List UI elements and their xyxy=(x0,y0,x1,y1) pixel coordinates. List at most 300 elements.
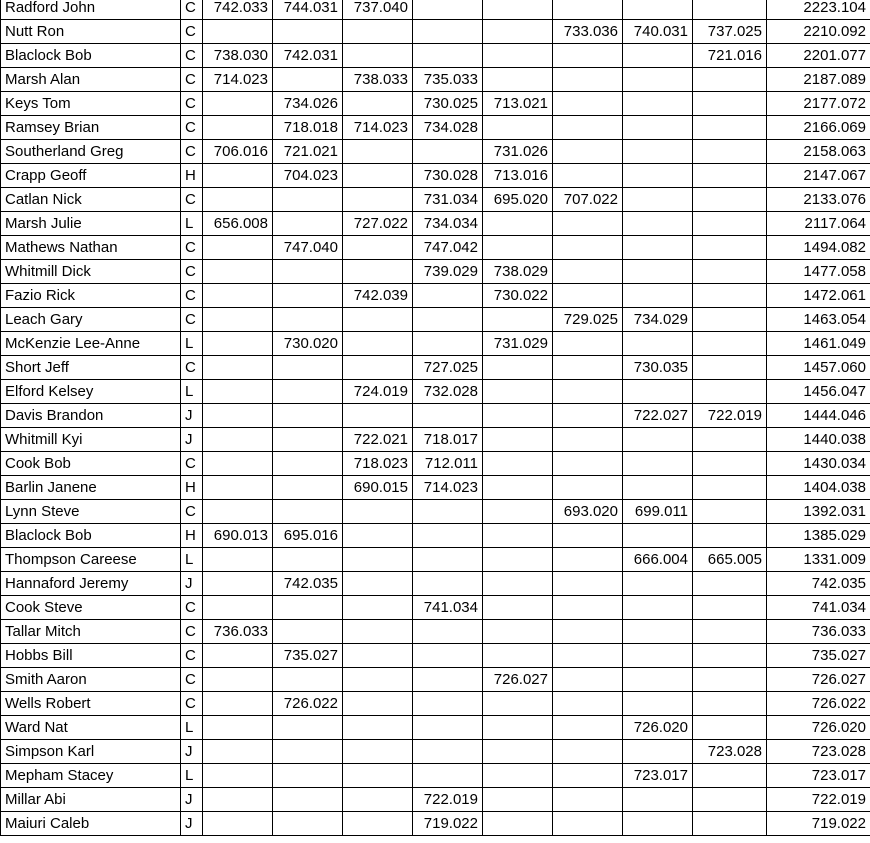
score-cell-6[interactable] xyxy=(553,68,623,92)
score-cell-7[interactable] xyxy=(623,140,693,164)
score-cell-8[interactable]: 737.025 xyxy=(693,20,767,44)
score-cell-3[interactable] xyxy=(343,404,413,428)
total-cell[interactable]: 736.033 xyxy=(767,620,870,644)
score-cell-4[interactable] xyxy=(413,740,483,764)
score-cell-3[interactable] xyxy=(343,788,413,812)
score-cell-3[interactable] xyxy=(343,812,413,836)
score-cell-3[interactable] xyxy=(343,764,413,788)
score-cell-2[interactable] xyxy=(273,788,343,812)
total-cell[interactable]: 2201.077 xyxy=(767,44,870,68)
class-cell[interactable]: H xyxy=(181,476,203,500)
score-cell-8[interactable] xyxy=(693,572,767,596)
class-cell[interactable]: J xyxy=(181,788,203,812)
score-cell-6[interactable] xyxy=(553,548,623,572)
score-cell-3[interactable] xyxy=(343,20,413,44)
score-cell-4[interactable]: 734.028 xyxy=(413,116,483,140)
score-cell-6[interactable] xyxy=(553,140,623,164)
score-cell-5[interactable]: 726.027 xyxy=(483,668,553,692)
score-cell-4[interactable] xyxy=(413,692,483,716)
score-cell-5[interactable]: 731.026 xyxy=(483,140,553,164)
score-cell-5[interactable] xyxy=(483,764,553,788)
score-cell-6[interactable] xyxy=(553,740,623,764)
score-cell-2[interactable] xyxy=(273,284,343,308)
class-cell[interactable]: L xyxy=(181,548,203,572)
class-cell[interactable]: C xyxy=(181,284,203,308)
score-cell-1[interactable] xyxy=(203,236,273,260)
score-cell-4[interactable] xyxy=(413,140,483,164)
competitor-name-cell[interactable]: Marsh Julie xyxy=(1,212,181,236)
competitor-name-cell[interactable]: Keys Tom xyxy=(1,92,181,116)
score-cell-7[interactable] xyxy=(623,68,693,92)
class-cell[interactable]: C xyxy=(181,188,203,212)
score-cell-1[interactable] xyxy=(203,644,273,668)
score-cell-6[interactable] xyxy=(553,116,623,140)
total-cell[interactable]: 2147.067 xyxy=(767,164,870,188)
score-cell-1[interactable] xyxy=(203,332,273,356)
score-cell-2[interactable] xyxy=(273,620,343,644)
score-cell-2[interactable]: 747.040 xyxy=(273,236,343,260)
total-cell[interactable]: 1457.060 xyxy=(767,356,870,380)
score-cell-7[interactable] xyxy=(623,740,693,764)
score-cell-4[interactable]: 731.034 xyxy=(413,188,483,212)
score-cell-8[interactable] xyxy=(693,188,767,212)
competitor-name-cell[interactable]: Ramsey Brian xyxy=(1,116,181,140)
competitor-name-cell[interactable]: Whitmill Dick xyxy=(1,260,181,284)
score-cell-1[interactable] xyxy=(203,428,273,452)
score-cell-2[interactable]: 726.022 xyxy=(273,692,343,716)
score-cell-7[interactable] xyxy=(623,380,693,404)
competitor-name-cell[interactable]: Crapp Geoff xyxy=(1,164,181,188)
score-cell-8[interactable] xyxy=(693,212,767,236)
class-cell[interactable]: J xyxy=(181,572,203,596)
score-cell-3[interactable]: 722.021 xyxy=(343,428,413,452)
total-cell[interactable]: 1430.034 xyxy=(767,452,870,476)
score-cell-8[interactable] xyxy=(693,116,767,140)
class-cell[interactable]: C xyxy=(181,500,203,524)
score-cell-2[interactable] xyxy=(273,668,343,692)
competitor-name-cell[interactable]: Mepham Stacey xyxy=(1,764,181,788)
total-cell[interactable]: 1477.058 xyxy=(767,260,870,284)
score-cell-8[interactable] xyxy=(693,284,767,308)
score-cell-5[interactable] xyxy=(483,236,553,260)
score-cell-1[interactable] xyxy=(203,20,273,44)
score-cell-7[interactable]: 723.017 xyxy=(623,764,693,788)
score-cell-2[interactable] xyxy=(273,380,343,404)
score-cell-1[interactable] xyxy=(203,380,273,404)
score-cell-4[interactable]: 730.025 xyxy=(413,92,483,116)
total-cell[interactable]: 722.019 xyxy=(767,788,870,812)
class-cell[interactable]: C xyxy=(181,668,203,692)
score-cell-4[interactable] xyxy=(413,668,483,692)
score-cell-5[interactable] xyxy=(483,356,553,380)
competitor-name-cell[interactable]: Thompson Careese xyxy=(1,548,181,572)
score-cell-8[interactable] xyxy=(693,620,767,644)
score-cell-4[interactable] xyxy=(413,524,483,548)
score-cell-3[interactable]: 690.015 xyxy=(343,476,413,500)
total-cell[interactable]: 726.020 xyxy=(767,716,870,740)
competitor-name-cell[interactable]: Southerland Greg xyxy=(1,140,181,164)
score-cell-4[interactable] xyxy=(413,404,483,428)
score-cell-6[interactable] xyxy=(553,716,623,740)
score-cell-4[interactable] xyxy=(413,548,483,572)
score-cell-5[interactable] xyxy=(483,20,553,44)
score-cell-4[interactable]: 734.034 xyxy=(413,212,483,236)
score-cell-4[interactable]: 735.033 xyxy=(413,68,483,92)
score-cell-8[interactable]: 723.028 xyxy=(693,740,767,764)
score-cell-1[interactable] xyxy=(203,716,273,740)
score-cell-4[interactable] xyxy=(413,500,483,524)
score-cell-6[interactable] xyxy=(553,284,623,308)
score-cell-1[interactable] xyxy=(203,188,273,212)
score-cell-5[interactable] xyxy=(483,380,553,404)
score-cell-6[interactable] xyxy=(553,668,623,692)
score-cell-6[interactable]: 707.022 xyxy=(553,188,623,212)
score-cell-1[interactable] xyxy=(203,116,273,140)
score-cell-1[interactable] xyxy=(203,572,273,596)
competitor-name-cell[interactable]: Nutt Ron xyxy=(1,20,181,44)
score-cell-6[interactable] xyxy=(553,620,623,644)
score-cell-8[interactable] xyxy=(693,140,767,164)
score-cell-2[interactable]: 742.031 xyxy=(273,44,343,68)
competitor-name-cell[interactable]: Smith Aaron xyxy=(1,668,181,692)
score-cell-8[interactable]: 722.019 xyxy=(693,404,767,428)
score-cell-6[interactable] xyxy=(553,428,623,452)
competitor-name-cell[interactable]: Radford John xyxy=(1,0,181,20)
total-cell[interactable]: 1461.049 xyxy=(767,332,870,356)
score-cell-8[interactable] xyxy=(693,164,767,188)
competitor-name-cell[interactable]: Elford Kelsey xyxy=(1,380,181,404)
score-cell-5[interactable] xyxy=(483,428,553,452)
score-cell-5[interactable] xyxy=(483,644,553,668)
total-cell[interactable]: 1444.046 xyxy=(767,404,870,428)
score-cell-7[interactable] xyxy=(623,332,693,356)
score-cell-8[interactable] xyxy=(693,476,767,500)
score-cell-7[interactable] xyxy=(623,236,693,260)
score-cell-5[interactable]: 730.022 xyxy=(483,284,553,308)
score-cell-2[interactable] xyxy=(273,452,343,476)
score-cell-3[interactable]: 724.019 xyxy=(343,380,413,404)
score-cell-4[interactable] xyxy=(413,572,483,596)
score-cell-1[interactable] xyxy=(203,500,273,524)
competitor-name-cell[interactable]: Cook Steve xyxy=(1,596,181,620)
total-cell[interactable]: 723.028 xyxy=(767,740,870,764)
class-cell[interactable]: L xyxy=(181,716,203,740)
score-cell-2[interactable] xyxy=(273,260,343,284)
score-cell-8[interactable] xyxy=(693,812,767,836)
class-cell[interactable]: C xyxy=(181,356,203,380)
competitor-name-cell[interactable]: Hobbs Bill xyxy=(1,644,181,668)
score-cell-7[interactable] xyxy=(623,44,693,68)
score-cell-5[interactable] xyxy=(483,68,553,92)
class-cell[interactable]: J xyxy=(181,404,203,428)
score-cell-4[interactable] xyxy=(413,0,483,20)
score-cell-1[interactable]: 690.013 xyxy=(203,524,273,548)
score-cell-8[interactable] xyxy=(693,764,767,788)
competitor-name-cell[interactable]: Fazio Rick xyxy=(1,284,181,308)
score-cell-2[interactable] xyxy=(273,596,343,620)
class-cell[interactable]: J xyxy=(181,428,203,452)
competitor-name-cell[interactable]: Cook Bob xyxy=(1,452,181,476)
score-cell-6[interactable] xyxy=(553,332,623,356)
competitor-name-cell[interactable]: Maiuri Caleb xyxy=(1,812,181,836)
score-cell-1[interactable] xyxy=(203,164,273,188)
score-cell-7[interactable] xyxy=(623,284,693,308)
class-cell[interactable]: C xyxy=(181,644,203,668)
score-cell-3[interactable] xyxy=(343,140,413,164)
score-cell-8[interactable] xyxy=(693,644,767,668)
score-cell-8[interactable] xyxy=(693,452,767,476)
score-cell-3[interactable] xyxy=(343,596,413,620)
score-cell-4[interactable] xyxy=(413,20,483,44)
score-cell-3[interactable] xyxy=(343,332,413,356)
score-cell-5[interactable] xyxy=(483,548,553,572)
score-cell-5[interactable] xyxy=(483,452,553,476)
class-cell[interactable]: L xyxy=(181,380,203,404)
score-cell-5[interactable] xyxy=(483,740,553,764)
score-cell-5[interactable] xyxy=(483,692,553,716)
score-cell-6[interactable] xyxy=(553,44,623,68)
score-cell-1[interactable] xyxy=(203,404,273,428)
score-cell-8[interactable] xyxy=(693,668,767,692)
score-cell-1[interactable] xyxy=(203,788,273,812)
score-cell-3[interactable]: 718.023 xyxy=(343,452,413,476)
total-cell[interactable]: 1472.061 xyxy=(767,284,870,308)
score-cell-4[interactable]: 741.034 xyxy=(413,596,483,620)
score-cell-6[interactable] xyxy=(553,644,623,668)
score-cell-7[interactable] xyxy=(623,788,693,812)
score-cell-1[interactable]: 714.023 xyxy=(203,68,273,92)
score-cell-3[interactable] xyxy=(343,644,413,668)
score-cell-5[interactable] xyxy=(483,716,553,740)
score-cell-5[interactable] xyxy=(483,0,553,20)
score-cell-7[interactable] xyxy=(623,212,693,236)
competitor-name-cell[interactable]: Millar Abi xyxy=(1,788,181,812)
score-cell-2[interactable] xyxy=(273,188,343,212)
score-cell-6[interactable] xyxy=(553,572,623,596)
competitor-name-cell[interactable]: Leach Gary xyxy=(1,308,181,332)
score-cell-4[interactable] xyxy=(413,716,483,740)
score-cell-6[interactable]: 729.025 xyxy=(553,308,623,332)
score-cell-1[interactable] xyxy=(203,92,273,116)
score-cell-3[interactable] xyxy=(343,308,413,332)
total-cell[interactable]: 726.027 xyxy=(767,668,870,692)
total-cell[interactable]: 2117.064 xyxy=(767,212,870,236)
score-cell-7[interactable] xyxy=(623,644,693,668)
score-cell-7[interactable] xyxy=(623,0,693,20)
score-cell-8[interactable] xyxy=(693,596,767,620)
total-cell[interactable]: 719.022 xyxy=(767,812,870,836)
score-cell-7[interactable]: 666.004 xyxy=(623,548,693,572)
score-cell-7[interactable] xyxy=(623,164,693,188)
score-cell-4[interactable]: 739.029 xyxy=(413,260,483,284)
score-cell-5[interactable]: 713.021 xyxy=(483,92,553,116)
score-cell-2[interactable] xyxy=(273,308,343,332)
class-cell[interactable]: C xyxy=(181,0,203,20)
score-cell-3[interactable]: 737.040 xyxy=(343,0,413,20)
class-cell[interactable]: J xyxy=(181,812,203,836)
score-cell-8[interactable] xyxy=(693,308,767,332)
total-cell[interactable]: 1440.038 xyxy=(767,428,870,452)
score-cell-2[interactable] xyxy=(273,764,343,788)
score-cell-7[interactable] xyxy=(623,668,693,692)
score-cell-6[interactable] xyxy=(553,380,623,404)
score-cell-2[interactable]: 704.023 xyxy=(273,164,343,188)
total-cell[interactable]: 1331.009 xyxy=(767,548,870,572)
score-cell-6[interactable] xyxy=(553,212,623,236)
score-cell-1[interactable] xyxy=(203,740,273,764)
score-cell-8[interactable]: 721.016 xyxy=(693,44,767,68)
score-cell-1[interactable] xyxy=(203,812,273,836)
score-cell-5[interactable] xyxy=(483,44,553,68)
score-cell-3[interactable]: 738.033 xyxy=(343,68,413,92)
score-cell-3[interactable] xyxy=(343,188,413,212)
score-cell-2[interactable] xyxy=(273,212,343,236)
class-cell[interactable]: J xyxy=(181,740,203,764)
class-cell[interactable]: C xyxy=(181,116,203,140)
competitor-name-cell[interactable]: Simpson Karl xyxy=(1,740,181,764)
score-cell-5[interactable] xyxy=(483,476,553,500)
score-cell-3[interactable] xyxy=(343,716,413,740)
class-cell[interactable]: C xyxy=(181,260,203,284)
total-cell[interactable]: 2223.104 xyxy=(767,0,870,20)
score-cell-6[interactable] xyxy=(553,812,623,836)
score-cell-4[interactable]: 718.017 xyxy=(413,428,483,452)
score-cell-7[interactable] xyxy=(623,260,693,284)
score-cell-6[interactable] xyxy=(553,476,623,500)
score-cell-6[interactable]: 693.020 xyxy=(553,500,623,524)
class-cell[interactable]: C xyxy=(181,692,203,716)
score-cell-1[interactable] xyxy=(203,548,273,572)
score-cell-7[interactable] xyxy=(623,524,693,548)
score-cell-8[interactable] xyxy=(693,356,767,380)
total-cell[interactable]: 2187.089 xyxy=(767,68,870,92)
total-cell[interactable]: 2166.069 xyxy=(767,116,870,140)
score-cell-8[interactable] xyxy=(693,332,767,356)
score-cell-5[interactable]: 713.016 xyxy=(483,164,553,188)
score-cell-1[interactable] xyxy=(203,692,273,716)
competitor-name-cell[interactable]: Barlin Janene xyxy=(1,476,181,500)
total-cell[interactable]: 726.022 xyxy=(767,692,870,716)
score-cell-1[interactable]: 706.016 xyxy=(203,140,273,164)
score-cell-7[interactable] xyxy=(623,596,693,620)
score-cell-8[interactable] xyxy=(693,788,767,812)
score-cell-3[interactable] xyxy=(343,92,413,116)
score-cell-7[interactable] xyxy=(623,620,693,644)
total-cell[interactable]: 1385.029 xyxy=(767,524,870,548)
competitor-name-cell[interactable]: Blaclock Bob xyxy=(1,44,181,68)
score-cell-4[interactable]: 732.028 xyxy=(413,380,483,404)
class-cell[interactable]: C xyxy=(181,44,203,68)
class-cell[interactable]: C xyxy=(181,596,203,620)
score-cell-4[interactable]: 747.042 xyxy=(413,236,483,260)
score-cell-3[interactable] xyxy=(343,524,413,548)
score-cell-8[interactable] xyxy=(693,68,767,92)
score-cell-3[interactable] xyxy=(343,236,413,260)
score-cell-7[interactable]: 722.027 xyxy=(623,404,693,428)
score-cell-5[interactable]: 695.020 xyxy=(483,188,553,212)
score-cell-2[interactable]: 735.027 xyxy=(273,644,343,668)
total-cell[interactable]: 2177.072 xyxy=(767,92,870,116)
score-cell-1[interactable] xyxy=(203,308,273,332)
score-cell-2[interactable]: 721.021 xyxy=(273,140,343,164)
score-cell-3[interactable] xyxy=(343,572,413,596)
score-cell-3[interactable] xyxy=(343,260,413,284)
score-cell-3[interactable] xyxy=(343,548,413,572)
score-cell-5[interactable] xyxy=(483,812,553,836)
score-cell-7[interactable]: 730.035 xyxy=(623,356,693,380)
score-cell-7[interactable] xyxy=(623,428,693,452)
total-cell[interactable]: 2133.076 xyxy=(767,188,870,212)
competitor-name-cell[interactable]: Blaclock Bob xyxy=(1,524,181,548)
score-cell-5[interactable] xyxy=(483,524,553,548)
score-cell-3[interactable]: 714.023 xyxy=(343,116,413,140)
competitor-name-cell[interactable]: Wells Robert xyxy=(1,692,181,716)
total-cell[interactable]: 741.034 xyxy=(767,596,870,620)
score-cell-7[interactable] xyxy=(623,452,693,476)
score-cell-7[interactable]: 699.011 xyxy=(623,500,693,524)
score-cell-1[interactable]: 736.033 xyxy=(203,620,273,644)
score-cell-4[interactable] xyxy=(413,308,483,332)
score-cell-1[interactable] xyxy=(203,476,273,500)
class-cell[interactable]: C xyxy=(181,452,203,476)
score-cell-1[interactable]: 738.030 xyxy=(203,44,273,68)
score-cell-4[interactable]: 722.019 xyxy=(413,788,483,812)
score-cell-6[interactable] xyxy=(553,404,623,428)
score-cell-5[interactable] xyxy=(483,404,553,428)
score-cell-2[interactable] xyxy=(273,500,343,524)
score-cell-8[interactable] xyxy=(693,428,767,452)
score-cell-4[interactable]: 727.025 xyxy=(413,356,483,380)
class-cell[interactable]: C xyxy=(181,92,203,116)
score-cell-8[interactable] xyxy=(693,524,767,548)
competitor-name-cell[interactable]: Mathews Nathan xyxy=(1,236,181,260)
score-cell-6[interactable] xyxy=(553,0,623,20)
score-cell-6[interactable] xyxy=(553,524,623,548)
score-cell-5[interactable]: 738.029 xyxy=(483,260,553,284)
score-cell-6[interactable] xyxy=(553,164,623,188)
score-cell-2[interactable] xyxy=(273,68,343,92)
class-cell[interactable]: C xyxy=(181,308,203,332)
total-cell[interactable]: 735.027 xyxy=(767,644,870,668)
score-cell-2[interactable]: 730.020 xyxy=(273,332,343,356)
score-cell-7[interactable] xyxy=(623,572,693,596)
score-cell-8[interactable] xyxy=(693,380,767,404)
score-cell-7[interactable] xyxy=(623,692,693,716)
score-cell-5[interactable] xyxy=(483,620,553,644)
score-cell-3[interactable] xyxy=(343,740,413,764)
competitor-name-cell[interactable]: Davis Brandon xyxy=(1,404,181,428)
score-cell-8[interactable]: 665.005 xyxy=(693,548,767,572)
score-cell-7[interactable]: 740.031 xyxy=(623,20,693,44)
score-cell-6[interactable] xyxy=(553,764,623,788)
score-cell-8[interactable] xyxy=(693,500,767,524)
score-cell-3[interactable] xyxy=(343,668,413,692)
score-cell-3[interactable]: 742.039 xyxy=(343,284,413,308)
score-cell-2[interactable] xyxy=(273,716,343,740)
score-cell-3[interactable] xyxy=(343,620,413,644)
score-cell-1[interactable] xyxy=(203,452,273,476)
total-cell[interactable]: 723.017 xyxy=(767,764,870,788)
score-cell-2[interactable] xyxy=(273,476,343,500)
score-cell-5[interactable] xyxy=(483,596,553,620)
score-cell-2[interactable] xyxy=(273,20,343,44)
competitor-name-cell[interactable]: McKenzie Lee-Anne xyxy=(1,332,181,356)
competitor-name-cell[interactable]: Marsh Alan xyxy=(1,68,181,92)
score-cell-4[interactable] xyxy=(413,44,483,68)
score-cell-5[interactable] xyxy=(483,788,553,812)
score-cell-2[interactable] xyxy=(273,404,343,428)
class-cell[interactable]: H xyxy=(181,524,203,548)
